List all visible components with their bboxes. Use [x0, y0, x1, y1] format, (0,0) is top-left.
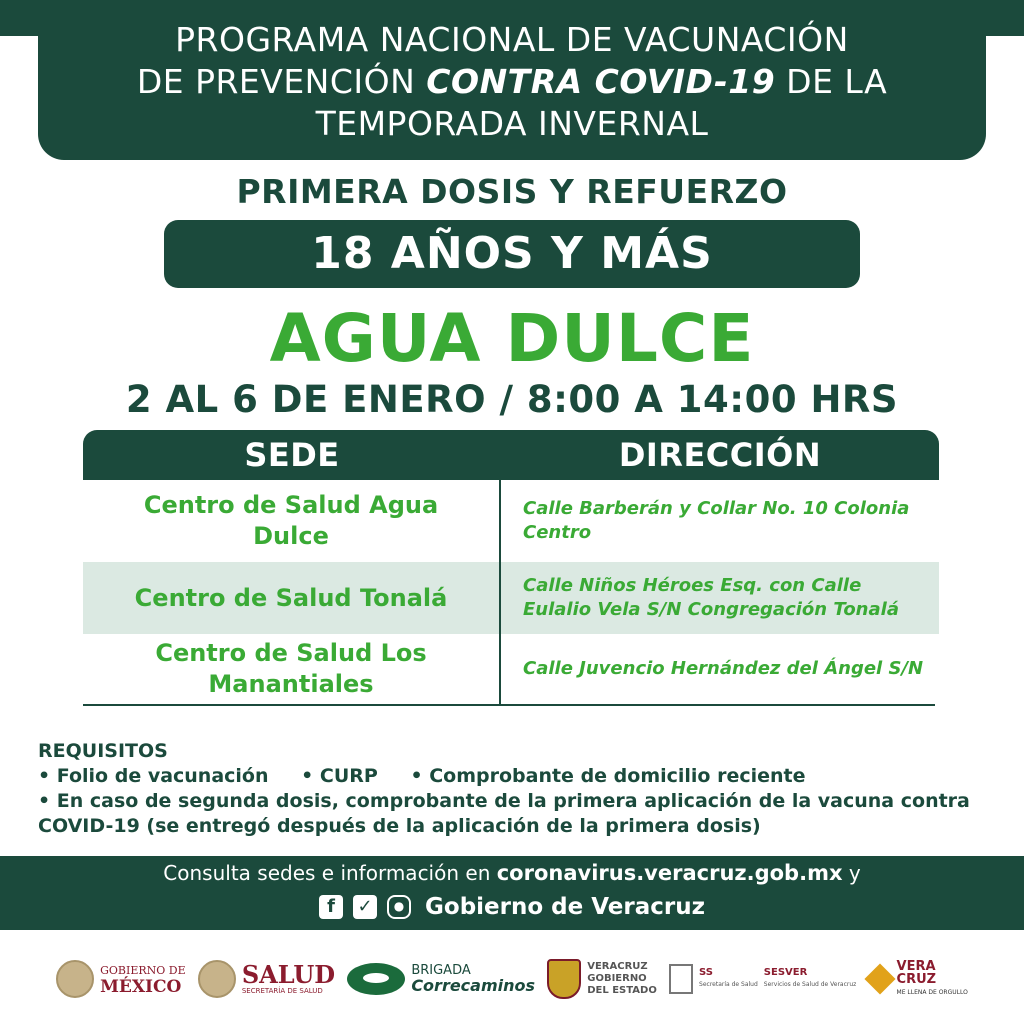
brigada-text: [411, 963, 535, 995]
sesver-title: SESVER: [763, 967, 808, 978]
requirements-title: REQUISITOS: [38, 740, 168, 762]
salud-subtitle: SECRETARÍA DE SALUD: [241, 987, 323, 995]
vc-subtitle: ME LLENA DE ORGULLO: [896, 988, 968, 996]
requirement-note: • En caso de segunda dosis, comprobante de la primera aplicación de la vacuna contra COVID-19 (se entregó después de la aplicación de la primera dosis): [38, 790, 970, 837]
brigada-bottom: Correcaminos: [411, 976, 536, 995]
table-header: [83, 430, 939, 480]
header-banner: [38, 0, 986, 160]
header-direccion: DIRECCIÓN: [618, 436, 822, 474]
veracruz-gobierno-logo: [547, 959, 657, 999]
gobierno-mexico-text: [100, 963, 186, 995]
direccion-cell: Calle Juvencio Hernández del Ángel S/N: [499, 634, 939, 704]
header-sede: SEDE: [244, 436, 340, 474]
veracruz-orgullo-logo: [869, 960, 968, 999]
vc-l2: CRUZ: [896, 971, 937, 987]
vc-l1: VERA: [896, 958, 936, 974]
building-icon: [669, 964, 693, 994]
government-handle: Gobierno de Veracruz: [425, 894, 705, 920]
header-line-3: TEMPORADA INVERNAL: [315, 104, 709, 143]
ss-subtitle: Secretaría de Salud: [699, 981, 758, 988]
brigada-top: BRIGADA: [411, 963, 471, 978]
gobierno-small: GOBIERNO DE: [100, 964, 186, 977]
requirement-item: • Folio de vacunación: [38, 765, 269, 787]
consult-line: [0, 856, 1024, 884]
mexico-seal-icon: [56, 960, 94, 998]
direccion-cell: Calle Barberán y Collar No. 10 Colonia Centro: [499, 480, 939, 562]
header-line-2-post: DE LA: [775, 62, 888, 101]
requirement-item: • CURP: [301, 765, 378, 787]
instagram-icon[interactable]: ●: [387, 895, 411, 919]
brigada-logo: [347, 963, 535, 995]
facebook-icon[interactable]: f: [319, 895, 343, 919]
sede-cell: Centro de Salud Tonalá: [134, 583, 448, 612]
age-badge: 18 AÑOS Y MÁS: [164, 220, 860, 288]
roadrunner-icon: [347, 963, 405, 995]
diamond-icon: [864, 963, 895, 994]
footer-banner: [0, 856, 1024, 930]
requirements-section: [38, 738, 988, 839]
salud-text: [241, 960, 336, 995]
place-title: AGUA DULCE: [269, 300, 755, 377]
requirements-list: [38, 764, 988, 789]
website-link[interactable]: coronavirus.veracruz.gob.mx: [496, 861, 843, 885]
dates-hours: 2 AL 6 DE ENERO / 8:00 A 14:00 HRS: [125, 378, 899, 421]
header-highlight: CONTRA COVID-19: [426, 62, 776, 101]
dose-subtitle: PRIMERA DOSIS Y REFUERZO: [236, 172, 788, 211]
social-row: [0, 894, 1024, 920]
ss-text: [699, 967, 758, 991]
table-row: [83, 562, 939, 634]
veracruz-l3: DEL ESTADO: [587, 985, 657, 996]
veracruz-shield-icon: [547, 959, 581, 999]
twitter-icon[interactable]: ✓: [353, 895, 377, 919]
locations-table: [83, 430, 939, 706]
header-line-1: PROGRAMA NACIONAL DE VACUNACIÓN: [175, 20, 849, 59]
header-line-2-pre: DE PREVENCIÓN: [136, 62, 427, 101]
logos-strip: [0, 946, 1024, 1012]
table-row: [83, 480, 939, 562]
veracruz-orgullo-text: [897, 960, 968, 999]
ss-title: SS: [699, 967, 714, 978]
consult-text: Consulta sedes e información en: [163, 861, 497, 885]
requirement-item: • Comprobante de domicilio reciente: [410, 765, 806, 787]
sede-cell: Centro de Salud Agua Dulce: [143, 491, 439, 550]
veracruz-text: [587, 961, 657, 997]
gobierno-mexico-logo: [56, 960, 186, 998]
sesver-text: [764, 967, 857, 991]
table-row: [83, 634, 939, 704]
gobierno-big: MÉXICO: [100, 977, 182, 997]
table-bottom-rule: [83, 704, 935, 706]
salud-seal-icon: [198, 960, 236, 998]
sede-cell: Centro de Salud Los Manantiales: [155, 639, 427, 698]
sesver-subtitle: Servicios de Salud de Veracruz: [763, 981, 857, 988]
consult-text-end: y: [842, 861, 861, 885]
header-line-2: [38, 61, 986, 103]
ss-sesver-logo: [669, 964, 856, 994]
veracruz-l2: GOBIERNO: [587, 973, 647, 984]
salud-title: SALUD: [241, 960, 336, 989]
veracruz-l1: VERACRUZ: [587, 961, 648, 972]
direccion-cell: Calle Niños Héroes Esq. con Calle Eulalio Vela S/N Congregación Tonalá: [499, 562, 939, 634]
salud-logo: [198, 960, 335, 998]
